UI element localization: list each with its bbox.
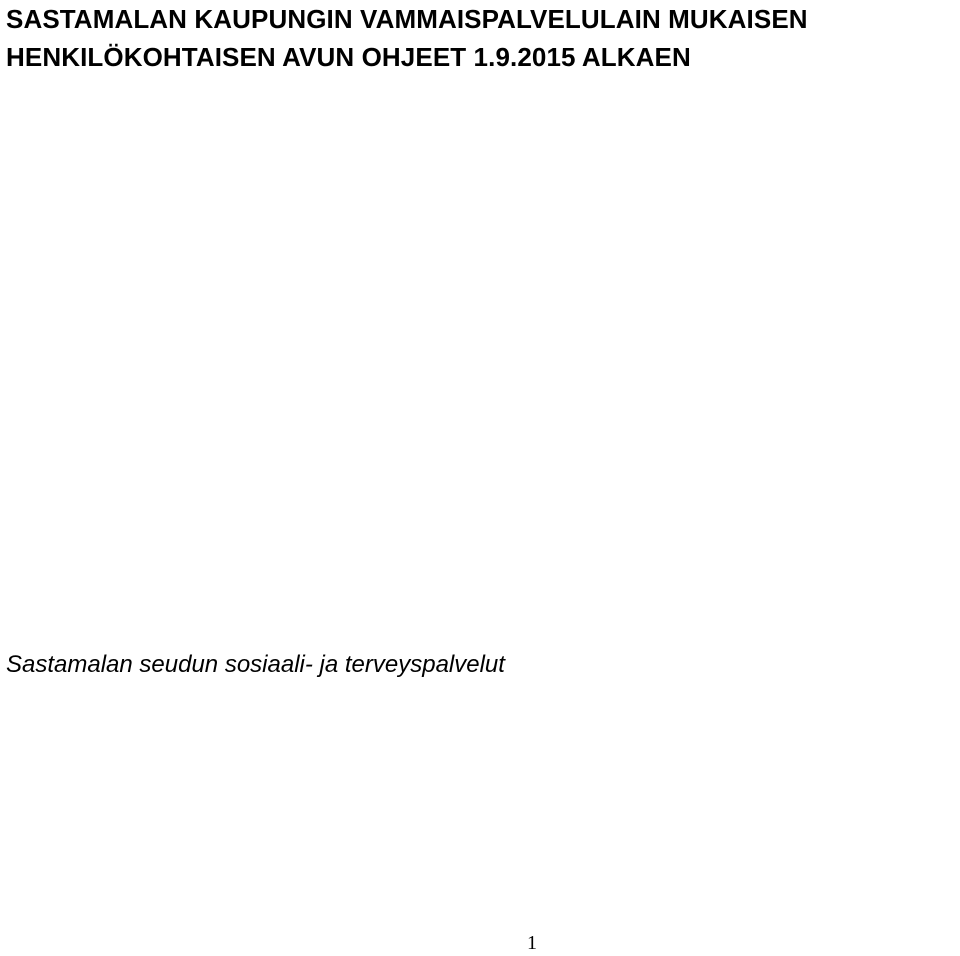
organization-name: Sastamalan seudun sosiaali- ja terveyspalvelut bbox=[6, 651, 505, 678]
document-title bbox=[6, 0, 808, 76]
document-title-line-2: HENKILÖKOHTAISEN AVUN OHJEET 1.9.2015 ALKAEN bbox=[6, 42, 691, 72]
page-number: 1 bbox=[527, 932, 537, 954]
document-title-line-1: SASTAMALAN KAUPUNGIN VAMMAISPALVELULAIN MUKAISEN bbox=[6, 4, 808, 34]
